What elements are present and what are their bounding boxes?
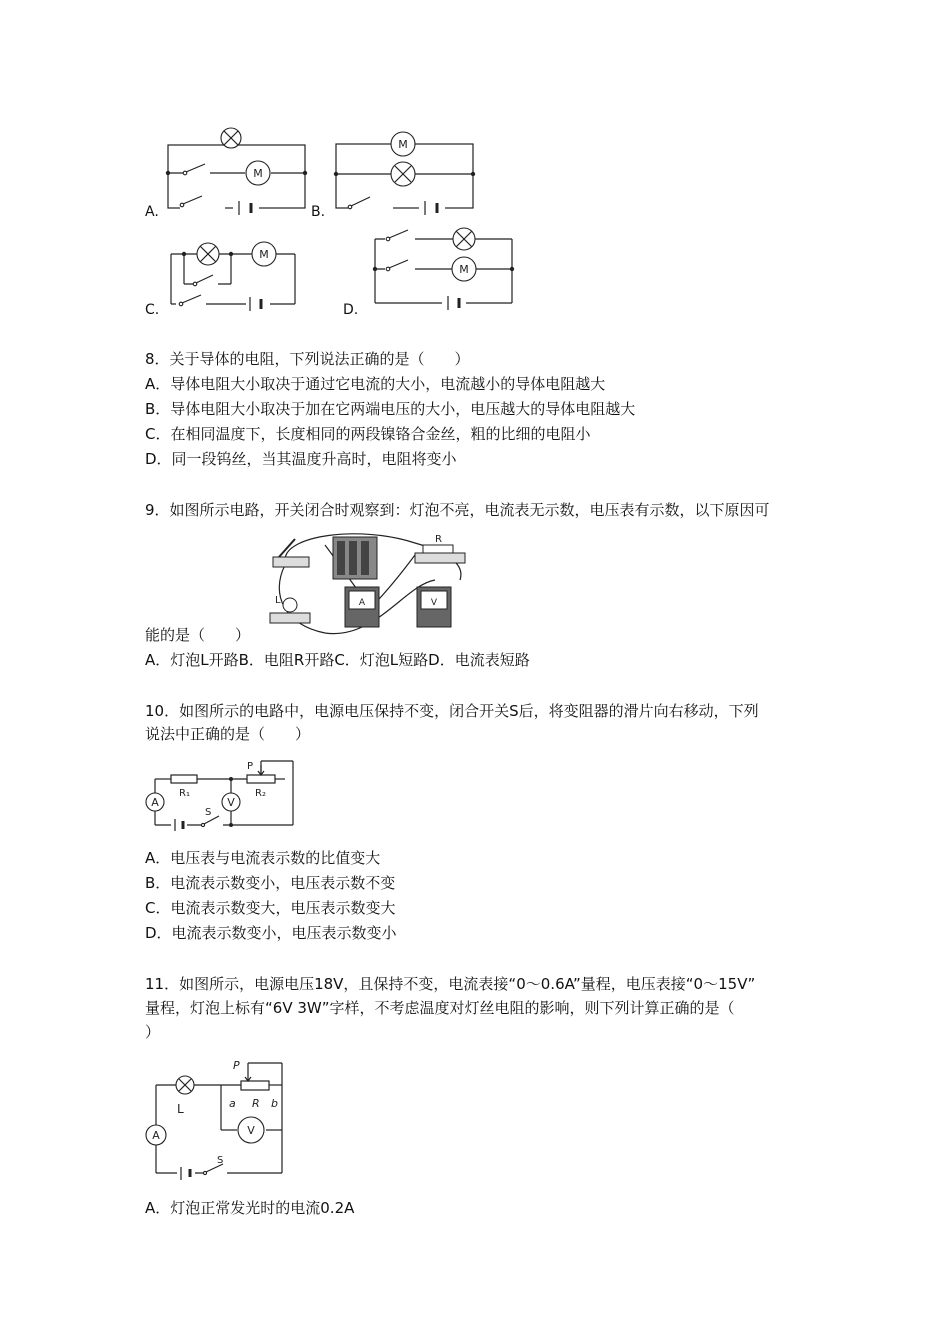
- q7-option-d-label: D.: [343, 302, 359, 318]
- q7-circuit-c: [168, 238, 303, 313]
- motor-symbol: M: [398, 138, 408, 151]
- q10-stem-line1: 10．如图所示的电路中，电源电压保持不变，闭合开关S后，将变阻器的滑片向右移动，下列: [145, 702, 759, 720]
- q11-stem-line3: ）: [145, 1023, 161, 1041]
- motor-symbol: M: [259, 248, 269, 261]
- svg-text:L: L: [275, 595, 281, 606]
- switch-device: [273, 539, 309, 567]
- svg-text:S: S: [205, 807, 212, 818]
- q9-stem-line2: 能的是（ ）: [145, 626, 251, 644]
- q7-circuit-a: [165, 125, 310, 215]
- q11-circuit: [143, 1055, 293, 1180]
- battery-pack: [333, 537, 377, 579]
- q7-option-b-label: B.: [311, 204, 326, 220]
- ammeter-device: [345, 587, 379, 627]
- q11-option-a: A．灯泡正常发光时的电流0.2A: [145, 1199, 355, 1217]
- q10-option-d: D．电流表示数变小，电压表示数变小: [145, 924, 397, 942]
- q7-option-c-label: C.: [145, 302, 160, 318]
- q8-option-d: D．同一段钨丝，当其温度升高时，电阻将变小: [145, 450, 457, 468]
- lamp-device: [270, 595, 310, 623]
- q8-option-b: B．导体电阻大小取决于加在它两端电压的大小，电压越大的导体电阻越大: [145, 400, 636, 418]
- svg-text:L: L: [177, 1102, 184, 1116]
- q11-stem-line2: 量程，灯泡上标有“6V 3W”字样，不考虑温度对灯丝电阻的影响，则下列计算正确的是（: [145, 999, 735, 1017]
- svg-text:R: R: [435, 534, 442, 545]
- svg-text:P: P: [233, 1059, 240, 1072]
- motor-symbol: M: [459, 263, 469, 276]
- q10-option-a: A．电压表与电流表示数的比值变大: [145, 849, 381, 867]
- q9-apparatus-figure: [265, 525, 475, 640]
- voltmeter-symbol: V: [247, 1124, 255, 1137]
- q11-stem-line1: 11．如图所示，电源电压18V，且保持不变，电流表接“0～0.6A”量程，电压表接“0～15V”: [145, 975, 756, 993]
- q7-circuit-b: [333, 130, 478, 215]
- q8-stem: 8．关于导体的电阻，下列说法正确的是（ ）: [145, 350, 470, 368]
- q9-stem-line1: 9．如图所示电路，开关闭合时观察到：灯泡不亮，电流表无示数，电压表有示数，以下原因可: [145, 501, 770, 519]
- q9-options: A．灯泡L开路B．电阻R开路C．灯泡L短路D．电流表短路: [145, 651, 530, 669]
- svg-text:P: P: [247, 761, 254, 772]
- svg-text:R₂: R₂: [255, 788, 266, 799]
- svg-text:A: A: [358, 598, 366, 608]
- svg-text:V: V: [430, 598, 438, 608]
- svg-text:R: R: [252, 1097, 260, 1110]
- q10-option-c: C．电流表示数变大，电压表示数变大: [145, 899, 396, 917]
- q10-stem-line2: 说法中正确的是（ ）: [145, 725, 311, 743]
- ammeter-symbol: A: [151, 796, 159, 809]
- q7-circuit-d: [370, 225, 520, 310]
- svg-text:R₁: R₁: [179, 788, 190, 799]
- q8-option-a: A．导体电阻大小取决于通过它电流的大小，电流越小的导体电阻越大: [145, 375, 606, 393]
- q7-option-a-label: A.: [145, 204, 159, 220]
- resistor-device: [415, 534, 465, 563]
- svg-text:S: S: [217, 1155, 224, 1166]
- q8-option-c: C．在相同温度下，长度相同的两段镍铬合金丝，粗的比细的电阻小: [145, 425, 591, 443]
- motor-symbol: M: [253, 167, 263, 180]
- svg-text:b: b: [271, 1097, 278, 1110]
- q10-option-b: B．电流表示数变小，电压表示数不变: [145, 874, 396, 892]
- ammeter-symbol: A: [152, 1129, 160, 1142]
- voltmeter-symbol: V: [227, 796, 235, 809]
- voltmeter-device: [417, 587, 451, 627]
- q10-circuit: [145, 757, 305, 837]
- svg-text:a: a: [229, 1097, 236, 1110]
